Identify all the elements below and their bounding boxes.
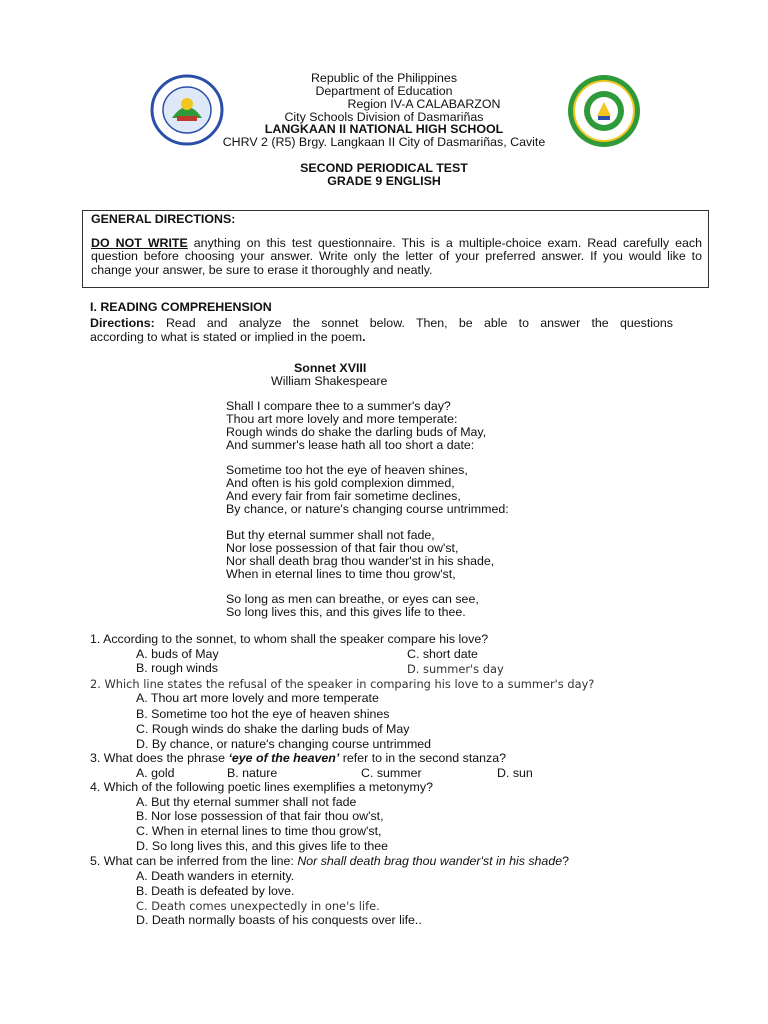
q4-option-d: D. So long lives this, and this gives life to thee	[136, 839, 389, 853]
q5-option-d: D. Death normally boasts of his conquests over life..	[136, 913, 422, 927]
q2-option-d: D. By chance, or nature's changing course untrimmed	[136, 737, 432, 751]
general-directions-box	[82, 210, 709, 288]
q3-text-post: refer to in the second stanza?	[339, 751, 507, 765]
poem-author: William Shakespeare	[271, 374, 388, 388]
grade-subject: GRADE 9 ENGLISH	[327, 174, 441, 188]
q5-text-pre: 5. What can be inferred from the line:	[90, 854, 298, 868]
q1-option-c: C. short date	[407, 647, 478, 661]
section-directions-line1	[90, 316, 673, 330]
q4-option-b: B. Nor lose possession of that fair thou ow'st,	[136, 809, 384, 823]
poem-line: And summer's lease hath all too short a date:	[226, 438, 475, 452]
question-2: 2. Which line states the refusal of the speaker in comparing his love to a summer's day?	[90, 677, 595, 691]
section-directions-line2	[90, 330, 366, 344]
poem-line: Rough winds do shake the darling buds of May,	[226, 425, 487, 439]
poem-line: Shall I compare thee to a summer's day?	[226, 399, 451, 413]
poem-line: Nor lose possession of that fair thou ow'st,	[226, 541, 459, 555]
q3-option-d: D. sun	[497, 766, 533, 780]
poem-title: Sonnet XVIII	[294, 361, 367, 375]
header-department: Department of Education	[315, 84, 453, 98]
q5-option-b: B. Death is defeated by love.	[136, 884, 295, 898]
poem-line: Nor shall death brag thou wander'st in his shade,	[226, 554, 495, 568]
q5-text-post: ?	[562, 854, 570, 868]
poem-line: But thy eternal summer shall not fade,	[226, 528, 435, 542]
poem-line: So long as men can breathe, or eyes can see,	[226, 592, 479, 606]
q5-quote: Nor shall death brag thou wander'st in his shade	[297, 854, 563, 868]
q1-option-a: A. buds of May	[136, 647, 219, 661]
general-directions-body: anything on this test questionnaire. This is a multiple-choice exam. Read carefully each question before choosing your answer. Write only the letter of your preferred answer. If you would like to change your answer, be sure to erase it thoroughly and neatly.	[91, 236, 703, 277]
test-title: SECOND PERIODICAL TEST	[300, 161, 468, 175]
poem-line: So long lives this, and this gives life to thee.	[226, 605, 466, 619]
q3-text-pre: 3. What does the phrase	[90, 751, 229, 765]
q3-option-a: A. gold	[136, 766, 175, 780]
header-region: Region IV-A CALABARZON	[347, 97, 501, 111]
q5-option-c: C. Death comes unexpectedly in one's life.	[136, 899, 380, 913]
poem-line: And every fair from fair sometime declines,	[226, 489, 461, 503]
directions-text-cont: according to what is stated or implied in the poem	[90, 330, 363, 344]
poem-line: Thou art more lovely and more temperate:	[226, 412, 458, 426]
directions-text: Read and analyze the sonnet below. Then, be able to answer the questions	[154, 316, 673, 330]
header-address: CHRV 2 (R5) Brgy. Langkaan II City of Dasmariñas, Cavite	[222, 135, 546, 149]
general-directions-title: GENERAL DIRECTIONS:	[91, 212, 236, 226]
q2-option-b: B. Sometime too hot the eye of heaven shines	[136, 707, 390, 721]
do-not-write-label: DO NOT WRITE	[91, 236, 188, 250]
header-school: LANGKAAN II NATIONAL HIGH SCHOOL	[264, 122, 504, 136]
header-division: City Schools Division of Dasmariñas	[284, 110, 484, 124]
q1-option-b: B. rough winds	[136, 661, 218, 675]
q2-option-c: C. Rough winds do shake the darling buds of May	[136, 722, 410, 736]
directions-period: .	[362, 330, 366, 344]
poem-line: And often is his gold complexion dimmed,	[226, 476, 455, 490]
q3-option-b: B. nature	[227, 766, 278, 780]
section-title: I. READING COMPREHENSION	[90, 300, 272, 314]
general-directions-text	[91, 237, 702, 277]
question-4: 4. Which of the following poetic lines exemplifies a metonymy?	[90, 780, 433, 794]
q1-option-d: D. summer's day	[407, 662, 504, 676]
q4-option-a: A. But thy eternal summer shall not fade	[136, 795, 357, 809]
question-5	[90, 854, 569, 868]
q3-phrase: ‘eye of the heaven’	[228, 751, 340, 765]
poem-line: Sometime too hot the eye of heaven shines,	[226, 463, 468, 477]
question-3	[90, 751, 506, 765]
q4-option-c: C. When in eternal lines to time thou grow'st,	[136, 824, 382, 838]
q5-option-a: A. Death wanders in eternity.	[136, 869, 295, 883]
q2-option-a: A. Thou art more lovely and more temperate	[136, 691, 379, 705]
question-1: 1. According to the sonnet, to whom shall the speaker compare his love?	[90, 632, 489, 646]
header-republic: Republic of the Philippines	[310, 71, 458, 85]
poem-line: When in eternal lines to time thou grow'st,	[226, 567, 456, 581]
poem-line: By chance, or nature's changing course untrimmed:	[226, 502, 509, 516]
directions-label: Directions:	[90, 316, 155, 330]
q3-option-c: C. summer	[361, 766, 422, 780]
